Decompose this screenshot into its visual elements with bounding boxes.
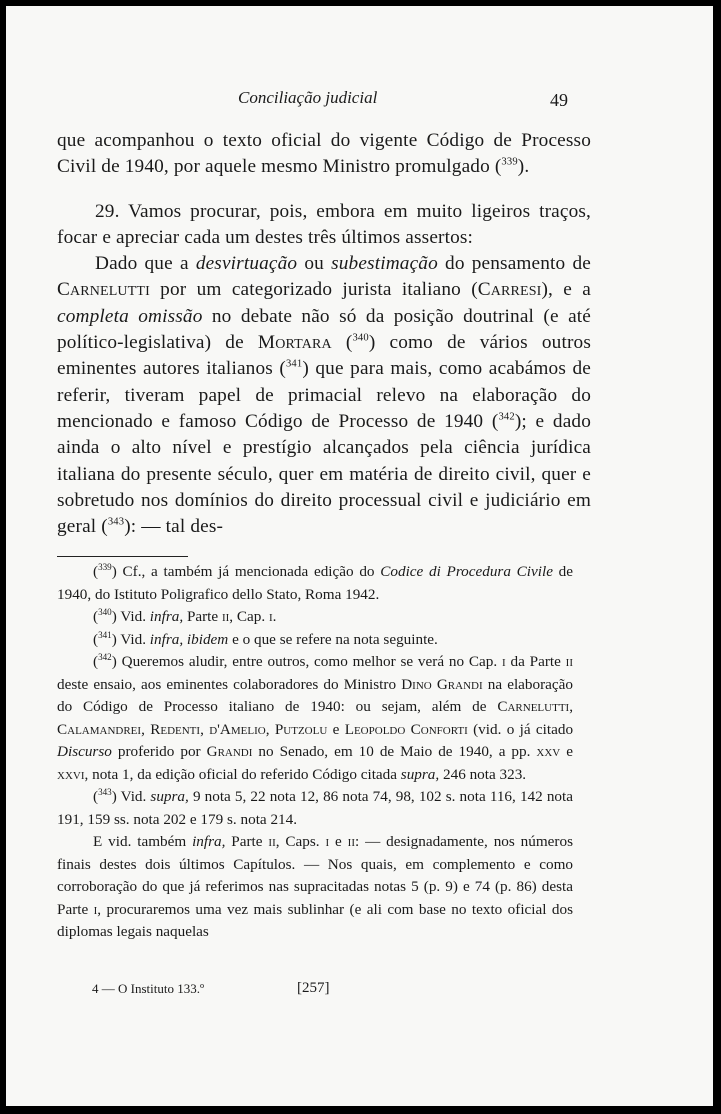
- author-name: Carnelutti: [57, 279, 150, 301]
- footnotes: [57, 561, 573, 944]
- footnote-342: ($^{342}$) Queremos aludir, entre outros, como melhor se verá no Cap. i da Parte ii deste ensaio, aos eminentes colaboradores do Ministro Dino Grandi na elaboração do Código de Processo italiano de 1940: ou sejam, além de Carnelutti, Calamandrei, Redenti, d'Amelio, Putzolu e Leopoldo Conforti (vid. o já citado Discurso proferido por Grandi no Senado, em 10 de Maio de 1940, a pp. xxv e xxvi, nota 1, da edição oficial do referido Código citada supra, 246 nota 323.: [57, 651, 574, 783]
- footnote-339: ($^{339}$) Cf., a também já mencionada edição do Codice di Procedura Civile de 1940, do Istituto Poligrafico dello Stato, Roma 1942.: [57, 561, 574, 603]
- running-title: Conciliação judicial: [238, 88, 378, 107]
- footnote-340: ($^{340}$) Vid. infra, Parte ii, Cap. i.: [93, 606, 277, 625]
- footnote-separator: [57, 556, 188, 557]
- footnote-341: ($^{341}$) Vid. infra, ibidem e o que se refere na nota seguinte.: [93, 629, 438, 648]
- footnote-343-continued: E vid. também infra, Parte ii, Caps. i e ii: — designadamente, nos números finais destes dois últimos Capítulos. — Nos quais, em complemento e como corroboração do que já referimos nas supracitadas notas 5 (p. 9) e 74 (p. 86) desta Parte i, procuraremos uma vez mais sublinhar (e ali com base no texto oficial dos diplomas legais naquelas: [57, 833, 573, 940]
- author-name: Carresi: [477, 279, 542, 301]
- page-number: 49: [550, 90, 568, 110]
- footnote-ref-339: 339: [501, 156, 518, 168]
- footnote-ref-343: 343: [107, 516, 125, 528]
- printer-signature: 4 — O Instituto 133.º: [92, 981, 205, 996]
- page-header: [6, 88, 713, 118]
- main-text: [57, 128, 591, 540]
- footnote-343: ($^{343}$) Vid. supra, 9 nota 5, 22 nota 12, 86 nota 74, 98, 102 s. nota 116, 142 nota 191, 159 ss. nota 202 e 179 s. nota 214.: [57, 786, 573, 828]
- document-page: [6, 6, 713, 1106]
- paragraph-continuation: que acompanhou o texto oficial do vigente Código de Processo Civil de 1940, por aquele mesmo Ministro promulgado ($^{339}$).: [57, 130, 591, 178]
- folio-number: [257]: [297, 980, 330, 996]
- footnote-ref-340: 340: [352, 332, 369, 344]
- page-footer: [6, 980, 713, 1004]
- paragraph-29: 29. Vamos procurar, pois, embora em muito ligeiros traços, focar e apreciar cada um destes três últimos assertos:: [57, 200, 591, 248]
- footnote-ref-341: 341: [285, 358, 303, 370]
- footnote-ref-342: 342: [498, 411, 515, 423]
- author-name: Mortara: [257, 332, 332, 354]
- paragraph-dado-que: Dado que a desvirtuação ou subestimação do pensamento de Carnelutti por um categorizado jurista italiano (Carresi), e a completa omissão no debate não só da posição doutrinal (e até político-legislativa) de Mortara ($^{340}$) como de vários outros eminentes autores italianos ($^{341}$) que para mais, como acabámos de referir, tiveram papel de primacial relevo na elaboração do mencionado e famoso Código de Processo de 1940 ($^{342}$); e dado ainda o alto nível e prestígio alcançados pela ciência jurídica italiana do presente século, quer em matéria de direito civil, quer e sobretudo nos domínios do direito processual civil e judiciário em geral ($^{343}$): — tal des-: [57, 253, 591, 538]
